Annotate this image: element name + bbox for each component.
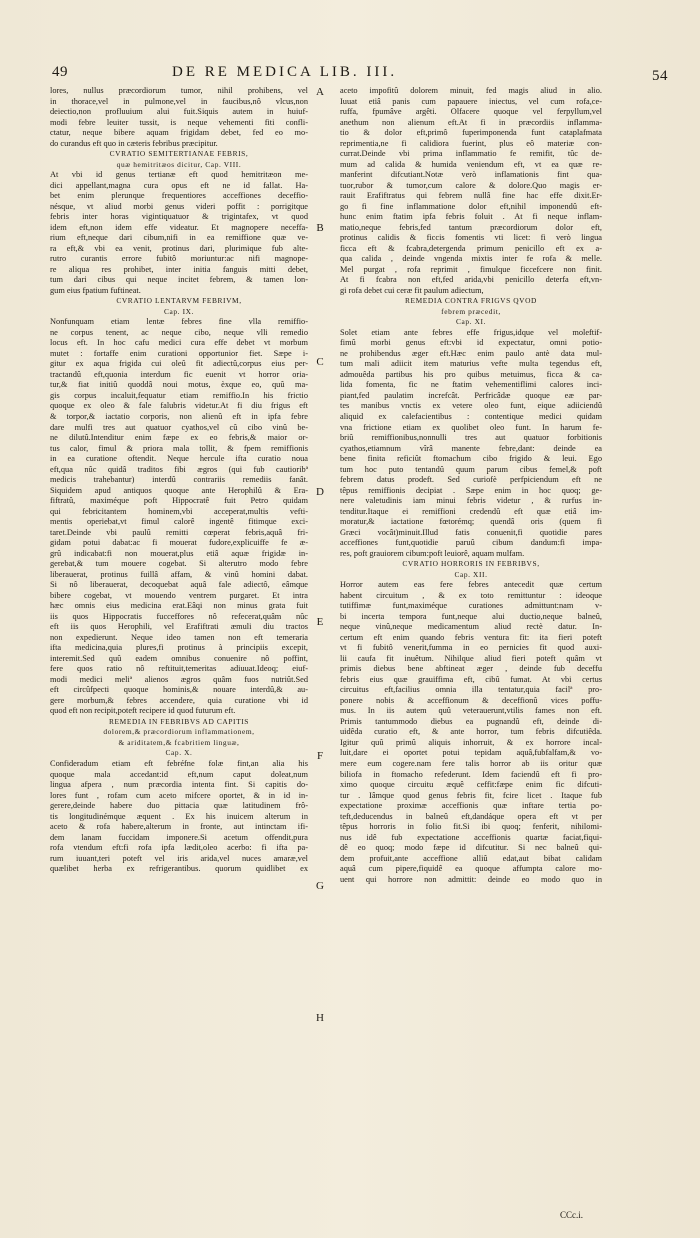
text-line: habent circuitum , & ex toto remittuntur : ideoque: [340, 590, 602, 600]
text-line: mutet : fortaffe enim curationi opportunior fiet. Sæpe i-: [50, 348, 308, 358]
text-line: aceto & rofa habere,alterum in fronte, aut intinctam ifi-: [50, 822, 308, 832]
text-line: mus. In iis autem quû veterauerunt,vtilis fames non eft.: [340, 706, 602, 716]
text-line: têpus horroris in folio fit.Si ibi quoq; fenferit, nihilomi-: [340, 822, 602, 832]
text-line: gitur ex aqua frigida cui oleû fit adiectû,corpus eius per-: [50, 359, 308, 369]
section-heading: CVRATIO LENTARVM FEBRIVM,: [116, 296, 242, 306]
text-line: idem eft,non idem effe videatur. Et magnopere neceffa-: [50, 222, 308, 232]
text-line: tuor,rubor & tumor,cum calore & dolore.Quo magis er-: [340, 180, 602, 190]
text-line: acceffiones funt,quotidie paruû cibum dandum:fi impa-: [340, 538, 602, 548]
text-line: aliquid ex calefacientibus : contentique medici quidam: [340, 411, 602, 421]
left-column: [50, 86, 308, 875]
running-header: [52, 62, 668, 84]
text-line: mum ad calida & humida veniendum eft, vt ea quæ re-: [340, 159, 602, 169]
section-heading: Cap. IX.: [163, 306, 195, 316]
text-line: nus idê fub expectatione acceffionis quartæ faciat,fiqui-: [340, 832, 602, 842]
text-line: mentis operiebat,vt fimul calorê ingentê fitimque exci-: [50, 517, 308, 527]
text-line: tio & dolor eft,primô fuperimponenda funt cataplafmata: [340, 128, 602, 138]
margin-letter-c: C: [316, 356, 324, 368]
text-line: At vbi id genus tertianæ eft quod hemitritæon me-: [50, 170, 308, 180]
text-line: tus calor, fimul & priora mala tollit, & fpem remiffionis: [50, 443, 308, 453]
text-line: do curandus eft quo in cæteris febribus præcipitur.: [50, 138, 218, 148]
text-line: ra eft,& vbi ea venit, protinus dari, plurimique fub alte-: [50, 243, 308, 253]
text-line: gum eius fpatium fuftineat.: [50, 285, 141, 295]
text-line: piant,fed paulatim increfcât. Perfricâdæ quoque eæ par-: [340, 390, 602, 400]
text-line: moratur,& iactatione fœtorémq; quendâ oris (quem fi: [340, 517, 602, 527]
text-line: Græci vocât)minuit.Illud fatis conuenit,fi quotidie pares: [340, 527, 602, 537]
section-heading: & ariditatem,& fcabritiem linguæ,: [118, 737, 240, 747]
text-line: tum dari cibus qui neque incitet febrem, & tamen lon-: [50, 275, 308, 285]
text-line: interemit.Sed quû eadem omnibus conuenire nô poffint,: [50, 653, 308, 663]
text-line: reprimentia,ne fi calidiora fuerint, plus eô materiæ con-: [340, 138, 602, 148]
text-line: bi incerta tempora funt,neque alui ductio,neque balneû,: [340, 611, 602, 621]
text-line: fiftratû, maximéque poft Hippocratê fuit Petro quidam: [50, 496, 308, 506]
text-line: lores, nullus præcordiorum tumor, nihil prohibens, vel: [50, 86, 308, 95]
text-line: liberauerat, protinus fuillâ affam, & vinû homini dabat.: [50, 569, 308, 579]
running-title: DE RE MEDICA LIB. III.: [172, 64, 398, 80]
text-line: gis corpus incaluit,fequatur etiam remiffio.In his frictio: [50, 390, 308, 400]
margin-letter-f: F: [316, 750, 324, 762]
signature-mark: CCc.i.: [560, 1210, 584, 1220]
text-line: nésque, vt aliud morbi genus videri poffit : porrigitque: [50, 201, 308, 211]
text-line: & torpor,& iactatio corporis, non alienû eft in ipfa febre: [50, 411, 308, 421]
text-line: quælibet herba ex refrigerantibus. quorum quidlibet ex: [50, 864, 308, 874]
text-line: re aliqua res prohibet, inter initia fanguis mitti debet,: [50, 264, 308, 274]
text-line: gerebat,& tum mouere cogebat. Si alterutro modo febre: [50, 559, 308, 569]
text-line: gerere,deinde habere duo pittacia quæ latitudinem frô-: [50, 801, 308, 811]
text-line: gidam potui dabat:ac fi mouerat fudore,explicuiffe fe æ-: [50, 538, 308, 548]
text-line: qui febricitantem hominem,vbi acceperat,multis vefti-: [50, 506, 308, 516]
text-line: Iuuat etiâ panis cum papauere iniectus, vel cum rofa,ce-: [340, 96, 602, 106]
text-line: tutiffimæ funt,maximéque curationes admittunt:nam v-: [340, 601, 602, 611]
text-line: eft circûfpecti quoque hominis,& nouare interdû,& au-: [50, 685, 308, 695]
text-line: fimû morbi genus eft:vbi id expectatur, omni potio-: [340, 338, 602, 348]
text-line: expectatione proximæ acceffionis quæ inftare tertia po-: [340, 801, 602, 811]
text-line: medicis trahebantur) interdû contrariis remediis fanât.: [50, 475, 308, 485]
text-line: qua calida , deinde vngenda mixtis inter fe rofa & melle.: [340, 254, 602, 264]
text-line: ne dilutû.Intenditur enim fæpe ex eo febris,& maior or-: [50, 433, 308, 443]
text-line: tur,& fiat initiû quoddâ noui motus, èxque eo, quû ma-: [50, 380, 308, 390]
text-line: aceto impofitû dolorem minuit, fed magis aliud in alio.: [340, 86, 602, 95]
text-line: modi febre leuiter tussit, is neque vehementi fiti confli-: [50, 117, 308, 127]
text-line: tum hoc puto tentandû quum parum cibus femel,& poft: [340, 464, 602, 474]
text-line: ximo quoque circuitu æquê ceffit:fæpe enim fic difcuti-: [340, 780, 602, 790]
text-line: certum eft enim quando febris ventura fit: ita fieri poteft: [340, 632, 602, 642]
text-line: primis diebus bene abftineat æger , deinde fub deceffu: [340, 664, 602, 674]
text-line: uidêda curatio eft, & ante horror, tum febris difcutiêda.: [340, 727, 602, 737]
text-line: Solet etiam ante febres effe frigus,idque vel moleftif-: [340, 327, 602, 337]
text-line: aquâ cum pipere,fiquidê ea quoque affumpta calore mo-: [340, 864, 602, 874]
text-line: rium eft,neque dari cibum,nifi in ea remiffione quæ ve-: [50, 233, 308, 243]
section-heading: febrem præcedit,: [441, 306, 501, 316]
section-heading: REMEDIA IN FEBRIBVS AD CAPITIS: [109, 716, 249, 726]
section-heading: REMEDIA CONTRA FRIGVS QVOD: [404, 296, 537, 306]
text-line: rum iuuant,teri poteft vel iris arida,vel nuces amaræ,vel: [50, 853, 308, 863]
text-line: Si nô liberauerat, decoquebat aquâ fale adiectô, eâmque: [50, 580, 308, 590]
text-line: Confideradum etiam eft febréfne folæ fint,an alia his: [50, 759, 308, 768]
text-line: nere valetudinis iam minui febris videtur , & rurfus in-: [340, 496, 602, 506]
text-line: ifta medicina,quia plures,fi protinus à principiis excepit,: [50, 643, 308, 653]
text-line: têpus remiffionis decipiat . Sæpe enim in hoc quoq; ge-: [340, 485, 602, 495]
text-line: hæc omnis eius medicina erat.Eâqi non minus grata fuit: [50, 601, 308, 611]
text-line: anethum non alienum eft.At fi in præcordiis inflamma-: [340, 117, 602, 127]
text-line: At fi fcabra non eft,fed arida,vbi penicillo deterfa eft,vn-: [340, 275, 602, 285]
text-line: tes manibus vnctis ex vetere oleo funt, eique adiiciendû: [340, 401, 602, 411]
text-line: lii caufa fit inuêtum. Nihilque aliud fieri poteft quâm vt: [340, 653, 602, 663]
text-line: tis longitudinémque æquent . Ex his inuicem alterum in: [50, 811, 308, 821]
text-line: in thorace,vel in pulmone,vel in faucibus,nô vlcus,non: [50, 96, 308, 106]
text-line: Horror autem eas fere febres antecedit quæ certum: [340, 580, 602, 590]
text-line: modi medici meliª alienos ægros quâm fuos nutriût.Sed: [50, 674, 308, 684]
text-line: dem lanam fuccidam imponere.Si acetum offendit,pura: [50, 832, 308, 842]
text-line: neque vinû,neque medicamentum aliud rectè datur. In-: [340, 622, 602, 632]
page-number-right: 54: [652, 68, 668, 84]
text-line: res, poft grauiorem cibum:poft leuiorê, aquam mulfam.: [340, 548, 525, 558]
section-heading: Cap. XII.: [454, 569, 488, 579]
text-line: eft iis quos Herophili, vel Erafiftrati æmuli diu tractos: [50, 622, 308, 632]
text-line: rauit Erafiftratus qui febrem nullâ fine hac effe dixit.Er-: [340, 191, 602, 201]
text-line: ponere nobis & acceffionum & deceffionû vices poffu-: [340, 695, 602, 705]
text-line: ruffa, fpumâve argêti. Olfacere quoque vel ferpyllum,vel: [340, 107, 602, 117]
text-line: rutro curantis errore fubitô moriuntur:ac nifi magnope-: [50, 254, 308, 264]
text-line: quoque mala accedant:id eft,num caput doleat,num: [50, 769, 308, 779]
text-line: lores funt , rofam cum aceto mifcere oportet, & in id in-: [50, 790, 308, 800]
text-line: bene finita reficiût ftomachum cibo frigido & leui. Ego: [340, 454, 602, 464]
text-line: go fi fine inflammatione dolor eft,nihil imponendû eft-: [340, 201, 602, 211]
text-line: dem profuit,ante acceffione alliû edat,aut bibat calidam: [340, 853, 602, 863]
text-line: dare mulfi tres aut quatuor cyathos,vel cû cibo vinû be-: [50, 422, 308, 432]
margin-letter-g: G: [316, 880, 324, 892]
text-line: admouêda partibus his pro quibus metuimus, ficca & ca-: [340, 369, 602, 379]
text-line: vna frictione etiam ex quolibet oleo funt. In harum fe-: [340, 422, 602, 432]
margin-letter-b: B: [316, 222, 324, 234]
text-line: non expedierunt. Neque ideo tamen non eft temeraria: [50, 632, 308, 642]
text-line: lida fomenta, fic ne ftatim vehementiflimi calores inci-: [340, 380, 602, 390]
text-line: matio,neque febris,fed tantum præcordiorum dolor eft,: [340, 222, 602, 232]
margin-letter-d: D: [316, 486, 324, 498]
text-line: tum mali adiicit item maturius vefte multa tegendus eft,: [340, 359, 602, 369]
page-number-left: 49: [52, 64, 68, 80]
text-line: tractandû eft,quonia interdum fic euenit vt horror oria-: [50, 369, 308, 379]
margin-letter-a: A: [316, 86, 324, 98]
section-heading: dolorem,& præcordiorum inflammationem,: [103, 727, 255, 737]
text-line: tenditur.Itaque ei remiffioni credendû eft quæ etiâ im-: [340, 506, 602, 516]
text-line: ne corpus tenent, ac neque cibo, neque vlli remedio: [50, 327, 308, 337]
text-line: febris eius quæ grauiffima eft, cibû fumat. At vbi certus: [340, 674, 602, 684]
text-line: biliofa in ftomacho refederunt. Idem faciendû eft fi pro-: [340, 769, 602, 779]
text-line: deiectio,non profluuium alui fuit.Siquis autem in huiuf-: [50, 107, 308, 117]
text-line: rofa vtendum eft:fi rofa ipfa lædit,oleo acerbo: fi ifta pa-: [50, 843, 308, 853]
text-line: locus eft. In hoc cafu medici cura effe debet vt morbum: [50, 338, 308, 348]
section-heading: quæ hemitritæos dicitur, Cap. VIII.: [116, 159, 242, 169]
text-line: manferint difcutiant.Notæ verò inflamationis fint qua-: [340, 170, 602, 180]
text-line: dê eo quoq; modo fæpe id difcutitur. Si nec balneû qui-: [340, 843, 602, 853]
section-heading: CVRATIO SEMITERTIANAE FEBRIS,: [109, 149, 249, 159]
text-line: teft,deducendus in balneû eft,dandáque opera eft vt per: [340, 811, 602, 821]
right-column: [340, 86, 602, 885]
text-line: mere eum cogere.nam fere talis horror ab iis oritur quæ: [340, 759, 602, 768]
text-line: febris inter horas vigintiquatuor & trigintafex, vt quod: [50, 212, 308, 222]
text-line: gere morbum,& febres accendere, quia curatione vbi id: [50, 695, 308, 705]
text-line: luit,dare ei oportet potui tepidam aquâ,fubfalfam,& vo-: [340, 748, 602, 758]
text-line: cyathos,etiamnum vîrâ manente febre,dant: deinde ea: [340, 443, 602, 453]
text-line: Siquidem apud antiquos quoque ante Herophilû & Era-: [50, 485, 308, 495]
text-line: vt fi fubitô venerit,fumma in eo pernicies fit quod auxi-: [340, 643, 602, 653]
text-line: Mel purgat , rofa reprimit , fimulque ficcefcere non finit.: [340, 264, 602, 274]
text-line: eft,qua nûc quidâ traditos fibi ægros (qui fub cautioribª: [50, 464, 308, 474]
text-line: fere quos ratio nô reftituit,temeritas adiuuat.Ideoq; eiuf-: [50, 664, 308, 674]
text-line: briû remiffionibus,nonnulli tres aut quatuor forbitionis: [340, 433, 602, 443]
text-line: lingua afpera , num præcordia intenta fint. Si capitis do-: [50, 780, 308, 790]
margin-letter-e: E: [316, 616, 324, 628]
text-line: taret.Deinde vbi paulû remitti cœperat febris,aquâ fri-: [50, 527, 308, 537]
margin-letter-h: H: [316, 1012, 324, 1024]
text-line: Primis tantummodo diebus ea pugnandû eft, deinde di-: [340, 716, 602, 726]
text-line: ficca eft & fcabra,detergenda primum penicillo eft ex a-: [340, 243, 602, 253]
text-line: circuitus eft,facilius omnia illa tentatur,quia facilª pro-: [340, 685, 602, 695]
text-line: tur . Iâmque quod genus febris fit, fcire licet . Itaque fub: [340, 790, 602, 800]
section-heading: CVRATIO HORRORIS IN FEBRIBVS,: [402, 559, 540, 569]
text-line: febrem datus prodeft. Sed curiofè perfpiciendum eft ne: [340, 475, 602, 485]
text-line: quod eft non recipit,poteft recipere id quod futurum eft.: [50, 706, 236, 716]
text-line: iis quos Hippocratis fucceffores nô refecerat,quâm nûc: [50, 611, 308, 621]
section-heading: Cap. XI.: [455, 317, 487, 327]
text-line: uent qui horrore non admittit: deinde eo modo quo in: [340, 874, 602, 884]
text-line: dici appellant,magna cura opus eft ne id fallat. Ha-: [50, 180, 308, 190]
text-line: protinus calidis & ficcis fomentis vti licet: fi verò lingua: [340, 233, 602, 243]
text-line: Nonfunquam etiam lentæ febres fine vlla remiffio-: [50, 317, 308, 327]
text-line: currat.Deinde vbi prima inflammatio fe remifit, tûc de-: [340, 149, 602, 159]
section-heading: Cap. X.: [165, 748, 193, 758]
text-line: in ea curatione oftendit. Neque hercule ifta curatio noua: [50, 454, 308, 464]
text-line: hunc enim ftatim ipfa febris foluit . At fi neque inflam-: [340, 212, 602, 222]
text-line: bibere cogebat, vt mouendo ventrem purgaret. Et intra: [50, 590, 308, 600]
text-line: ctatur, neque bibere aquam frigidam debet, fed eo mo-: [50, 128, 308, 138]
text-line: gi rofa debet cui ceræ fit paulum adiectum,: [340, 285, 484, 295]
text-line: quoque ex oleo & fale falubris videtur.At fi diu frigus eft: [50, 401, 308, 411]
text-line: grû indicabat:fi non mouerat,plus etiâ aquæ frigidæ in-: [50, 548, 308, 558]
text-line: ne prohibendus æger eft.Hæc enim paulo antè data mul-: [340, 348, 602, 358]
text-line: Igitur quû primû aliquis inhorruit, & ex horrore incal-: [340, 737, 602, 747]
text-line: bet enim plerunque frequentiores acceffiones deceffio-: [50, 191, 308, 201]
